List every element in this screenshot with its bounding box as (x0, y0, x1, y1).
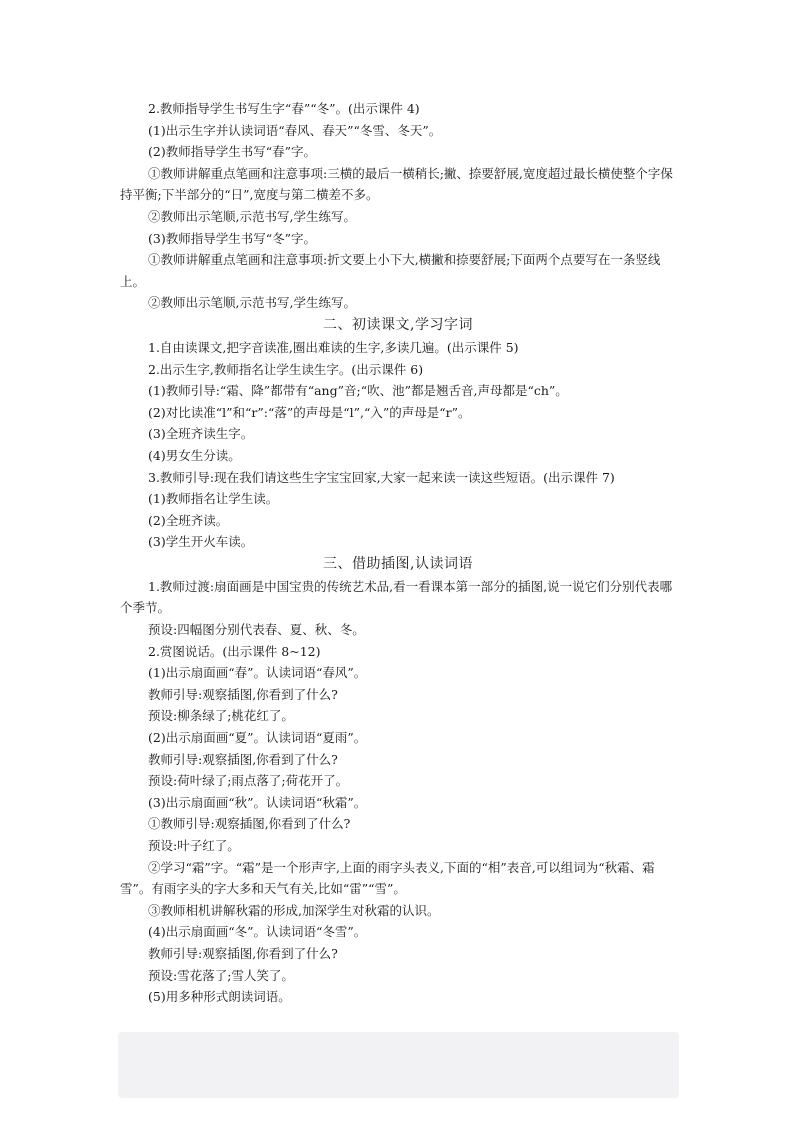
paragraph: (2)对比读准“l”和“r”:“落”的声母是“l”,“入”的声母是“r”。 (148, 404, 471, 420)
paragraph: (1)出示扇面画“春”。认读词语“春风”。 (148, 665, 367, 681)
paragraph: (2)出示扇面画“夏”。认读词语“夏雨”。 (148, 730, 367, 746)
footer-panel (118, 1032, 679, 1098)
paragraph: 教师引导:观察插图,你看到了什么? (148, 945, 338, 961)
paragraph: 1.教师过渡:扇面画是中国宝贵的传统艺术品,看一看课本第一部分的插图,说一说它们分别代表哪个季节。 (120, 578, 673, 616)
paragraph: 1.自由读课文,把字音读准,圈出难读的生字,多读几遍。(出示课件 5) (148, 339, 519, 355)
paragraph: (3)全班齐读生字。 (148, 426, 254, 442)
paragraph: ③教师相机讲解秋霜的形成,加深学生对秋霜的认识。 (148, 902, 440, 918)
paragraph: 2.出示生字,教师指名让学生读生字。(出示课件 6) (148, 361, 424, 377)
paragraph: (1)教师引导:“霜、降”都带有“ang”音;“吹、池”都是翘舌音,声母都是“ch”。 (148, 383, 568, 399)
paragraph: 教师引导:观察插图,你看到了什么? (148, 751, 338, 767)
paragraph: (3)学生开火车读。 (148, 534, 254, 550)
paragraph: ①教师引导:观察插图,你看到了什么? (148, 816, 351, 832)
lesson-plan-page (120, 98, 676, 1008)
paragraph: 预设:叶子红了。 (148, 838, 240, 853)
paragraph: 预设:荷叶绿了;雨点落了;荷花开了。 (148, 773, 349, 789)
paragraph: 3.教师引导:现在我们请这些生字宝宝回家,大家一起来读一读这些短语。(出示课件 7) (148, 469, 615, 485)
paragraph: (3)出示扇面画“秋”。认读词语“秋霜”。 (148, 794, 367, 810)
paragraph: 预设:四幅图分别代表春、夏、秋、冬。 (148, 622, 365, 638)
paragraph: (2)全班齐读。 (148, 512, 229, 528)
paragraph: ②学习“霜”字。“霜”是一个形声字,上面的雨字头表义,下面的“相”表音,可以组词为“秋霜、霜雪”。有雨字头的字大多和天气有关,比如“雷”“雪”。 (120, 859, 655, 897)
paragraph: (5)用多种形式朗读词语。 (148, 989, 291, 1005)
paragraph: (4)出示扇面画“冬”。认读词语“冬雪”。 (148, 924, 367, 940)
paragraph: 2.赏图说话。(出示课件 8~12) (148, 643, 321, 659)
paragraph: ②教师出示笔顺,示范书写,学生练写。 (148, 295, 356, 311)
paragraph: ②教师出示笔顺,示范书写,学生练写。 (148, 208, 356, 224)
paragraph: ①教师讲解重点笔画和注意事项:三横的最后一横稍长;撇、捺要舒展,宽度超过最长横使整个字保持平衡;下半部分的“日”,宽度与第二横差不多。 (120, 165, 673, 203)
paragraph: 预设:雪花落了;雪人笑了。 (148, 967, 294, 983)
paragraph: 预设:柳条绿了;桃花红了。 (148, 708, 294, 724)
paragraph: 教师引导:观察插图,你看到了什么? (148, 686, 338, 702)
paragraph: (1)出示生字并认读词语“春风、春天”“冬雪、冬天”。 (148, 122, 442, 138)
paragraph: (3)教师指导学生书写“冬”字。 (148, 230, 316, 246)
paragraph: ①教师讲解重点笔画和注意事项:折文要上小下大,横撇和捺要舒展;下面两个点要写在一条竖线上。 (120, 252, 661, 289)
paragraph: (4)男女生分读。 (148, 447, 241, 463)
paragraph: 2.教师指导学生书写生字“春”“冬”。(出示课件 4) (148, 101, 420, 116)
paragraph: (1)教师指名让学生读。 (148, 491, 279, 507)
paragraph: (2)教师指导学生书写“春”字。 (148, 144, 316, 160)
section-heading: 三、借助插图,认读词语 (323, 555, 473, 572)
section-heading: 二、初读课文,学习字词 (323, 316, 473, 333)
